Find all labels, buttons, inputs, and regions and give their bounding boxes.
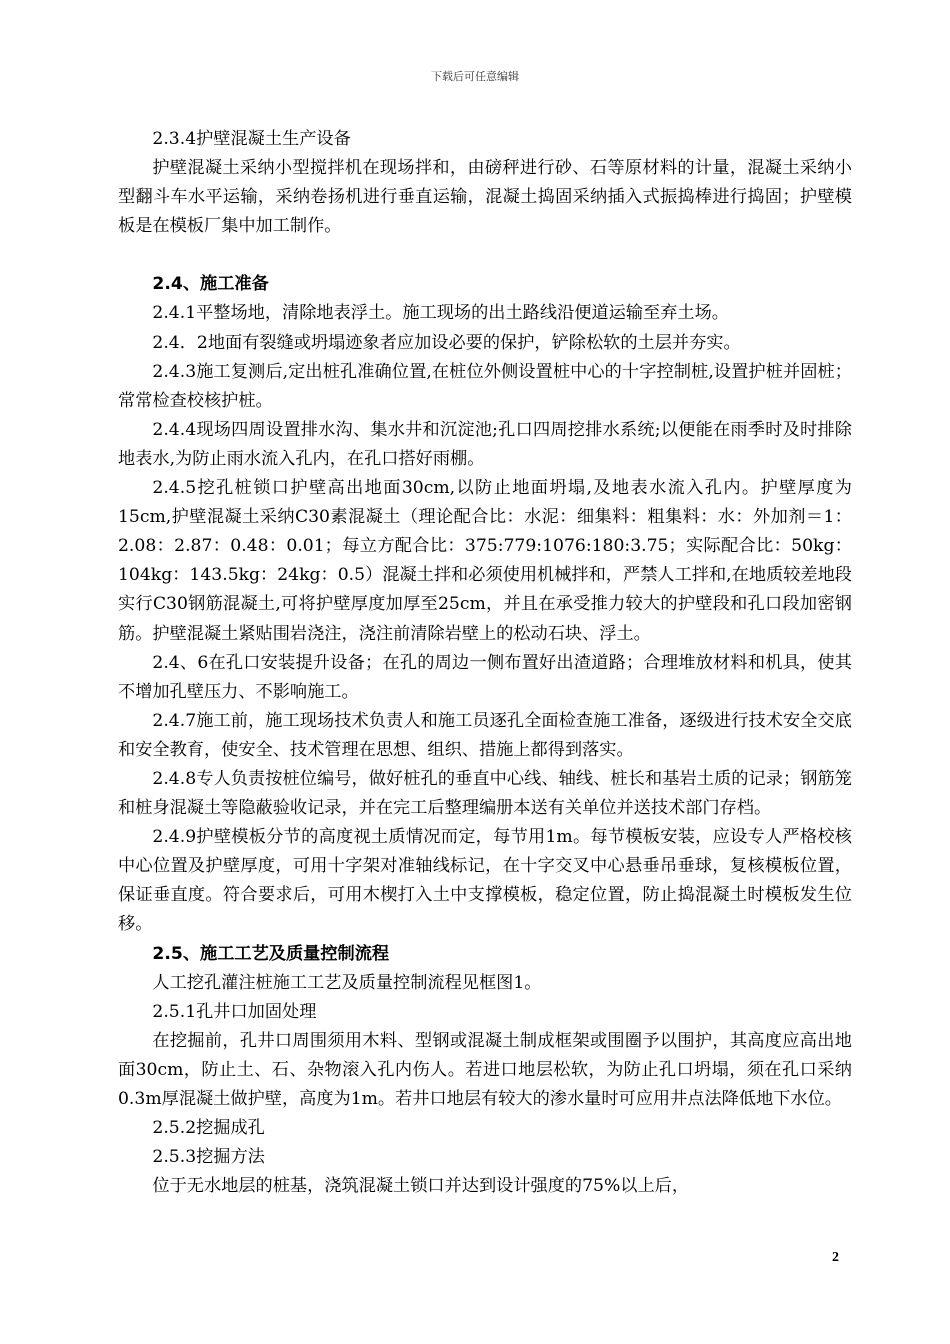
subsection-heading: 2.5.2挖掘成孔 [152,1118,265,1139]
page-header: 下载后可任意编辑 [431,70,519,83]
paragraph: 人工挖孔灌注桩施工工艺及质量控制流程见框图1。 [152,972,542,993]
paragraph: 在挖掘前，孔井口周围须用木料、型钢或混凝土制成框架或围圈予以围护，其高度应高出地面30cm，防止土、石、杂物滚入孔内伤人。若进口地层松软，为防止孔口坍塌，须在孔口采纳0.3m厚混凝土做护壁，高度为1m。若井口地层有较大的渗水量时可应用井点法降低地下水位。 [118,1030,852,1109]
paragraph: 2.4.4现场四周设置排水沟、集水井和沉淀池;孔口四周挖排水系统;以便能在雨季时及时排除地表水,为防止雨水流入孔内，在孔口搭好雨棚。 [118,419,852,469]
subsection-heading: 2.5.1孔井口加固处理 [152,1001,317,1022]
subsection-heading: 2.3.4护壁混凝土生产设备 [152,129,351,149]
paragraph: 护壁混凝土采纳小型搅拌机在现场拌和，由磅秤进行砂、石等原材料的计量，混凝土采纳小型翻斗车水平运输，采纳卷扬机进行垂直运输，混凝土捣固采纳插入式振捣棒进行捣固；护壁模板是在模板厂集中加工制作。 [118,158,852,237]
paragraph: 2.4.8专人负责按桩位编号，做好桩孔的垂直中心线、轴线、桩长和基岩土质的记录；钢筋笼和桩身混凝土等隐蔽验收记录，并在完工后整理编册本送有关单位并送技术部门存档。 [118,768,852,819]
paragraph: 2.4.9护壁模板分节的高度视土质情况而定，每节用1m。每节模板安装，应设专人严格校核中心位置及护壁厚度，可用十字架对准轴线标记，在十字交叉中心悬垂吊垂球，复核模板位置，保证垂直度。符合要求后，可用木楔打入土中支撑模板，稳定位置，防止捣混凝土时模板发生位移。 [118,827,852,935]
paragraph: 位于无水地层的桩基，浇筑混凝土锁口并达到设计强度的75%以上后， [152,1176,690,1197]
section-heading: 2.5、施工工艺及质量控制流程 [152,943,390,964]
subsection-heading: 2.5.3挖掘方法 [152,1147,265,1168]
page-number: 2 [832,1250,839,1265]
paragraph: 2.4．2地面有裂缝或坍塌迹象者应加设必要的保护，铲除松软的土层并夯实。 [152,332,741,353]
section-heading: 2.4、施工准备 [152,274,269,295]
paragraph: 2.4.7施工前，施工现场技术负责人和施工员逐孔全面检查施工准备，逐级进行技术安全交底和安全教育，使安全、技术管理在思想、组织、措施上都得到落实。 [118,710,852,760]
paragraph: 2.4.1平整场地，清除地表浮土。施工现场的出土路线沿便道运输至弃土场。 [152,303,729,324]
paragraph: 2.4、6在孔口安装提升设备；在孔的周边一侧布置好出渣道路；合理堆放材料和机具，使其不增加孔壁压力、不影响施工。 [118,652,852,702]
document-body [118,125,852,1201]
paragraph: 2.4.3施工复测后,定出桩孔准确位置,在桩位外侧设置桩中心的十字控制桩,设置护桩并固桩；常常检查校核护桩。 [118,361,852,411]
paragraph: 2.4.5挖孔桩锁口护壁高出地面30cm,以防止地面坍塌,及地表水流入孔内。护壁厚度为15cm,护壁混凝土采纳C30素混凝土（理论配合比：水泥：细集料：粗集料：水：外加剂＝1：2.08：2.87：0.48：0.01；每立方配合比：375:779:1076:180:3.75；实际配合比：50kg：104kg：143.5kg：24kg：0.5）混凝土拌和必须使用机械拌和，严禁人工拌和,在地质较差地段实行C30钢筋混凝土,可将护壁厚度加厚至25cm，并且在承受推力较大的护壁段和孔口段加密钢筋。护壁混凝土紧贴围岩浇注，浇注前清除岩壁上的松动石块、浮土。 [118,478,852,644]
